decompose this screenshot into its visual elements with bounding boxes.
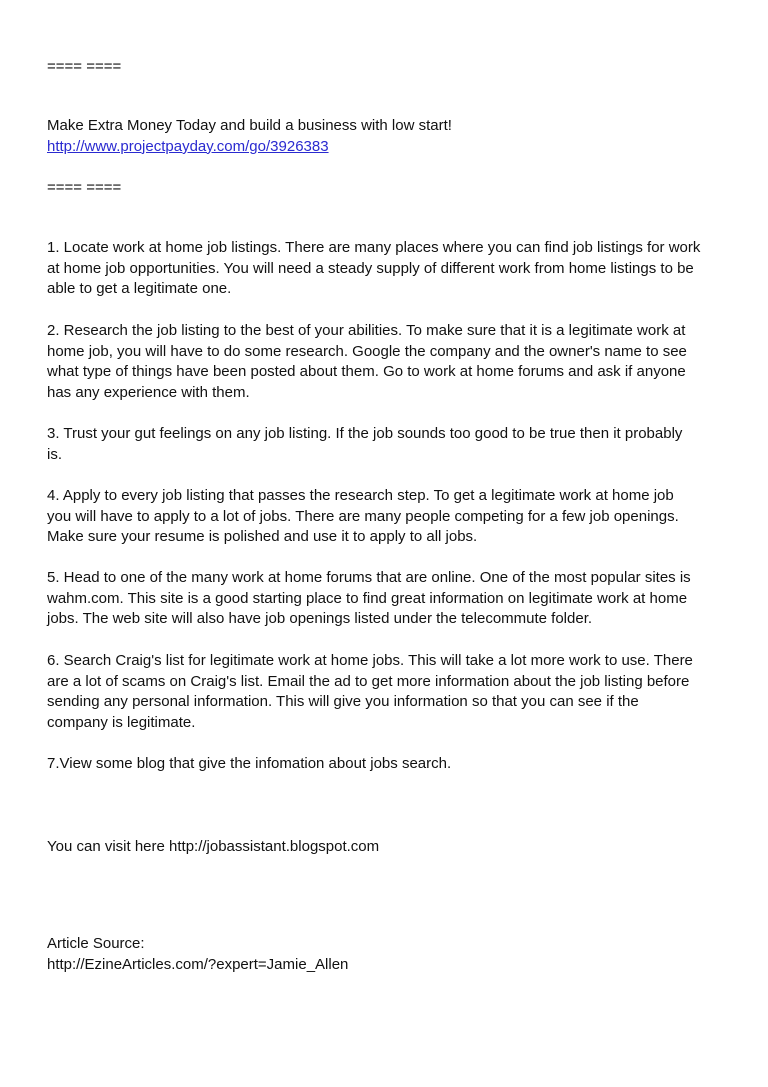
source-url: http://EzineArticles.com/?expert=Jamie_Allen: [47, 955, 349, 973]
paragraph-5: [47, 568, 691, 630]
text-line: 1. Locate work at home job listings. There are many places where you can find job listings for work: [47, 239, 701, 256]
text-line: is.: [47, 445, 62, 463]
paragraph-2: [47, 321, 687, 404]
text-line: sending any personal information. This will give you information so that you can see if the: [47, 693, 639, 711]
text-line: Make sure your resume is polished and use it to apply to all jobs.: [47, 528, 478, 546]
separator-bottom: ==== ====: [47, 179, 122, 196]
text-line: wahm.com. This site is a good starting place to find great information on legitimate work at home: [47, 589, 688, 607]
promo-block: [47, 116, 452, 157]
text-line: at home job opportunities. You will need a steady supply of different work from home listings to be: [47, 259, 694, 277]
source-label: Article Source:: [47, 935, 145, 952]
text-line: you will have to apply to a lot of jobs. There are many people competing for a few job openings.: [47, 507, 679, 525]
text-line: 7.View some blog that give the infomation about jobs search.: [47, 755, 452, 772]
paragraph-6: [47, 651, 693, 734]
separator-top: ==== ====: [47, 58, 122, 75]
text-line: are a lot of scams on Craig's list. Email the ad to get more information about the job listing before: [47, 672, 690, 690]
text-line: what type of things have been posted about them. Go to work at home forums and ask if anyone: [47, 363, 686, 381]
text-line: has any experience with them.: [47, 384, 250, 402]
text-line: company is legitimate.: [47, 714, 196, 732]
text-line: home job, you will have to do some research. Google the company and the owner's name to see: [47, 342, 687, 360]
text-line: 2. Research the job listing to the best of your abilities. To make sure that it is a legitimate work at: [47, 322, 686, 339]
article-source: [47, 934, 348, 975]
paragraph-4: [47, 486, 679, 548]
paragraph-1: [47, 238, 700, 300]
paragraph-7: [47, 754, 451, 775]
text-line: jobs. The web site will also have job openings listed under the telecommute folder.: [47, 610, 593, 628]
visit-text: You can visit here http://jobassistant.blogspot.com: [47, 838, 380, 855]
promo-link[interactable]: http://www.projectpayday.com/go/3926383: [47, 137, 329, 155]
promo-text: Make Extra Money Today and build a business with low start!: [47, 117, 452, 134]
text-line: able to get a legitimate one.: [47, 280, 232, 298]
paragraph-3: [47, 424, 682, 465]
text-line: 4. Apply to every job listing that passes the research step. To get a legitimate work at home job: [47, 487, 674, 504]
text-line: 6. Search Craig's list for legitimate work at home jobs. This will take a lot more work to use. There: [47, 652, 693, 669]
text-line: 3. Trust your gut feelings on any job listing. If the job sounds too good to be true then it probably: [47, 425, 683, 442]
text-line: 5. Head to one of the many work at home forums that are online. One of the most popular sites is: [47, 569, 691, 586]
